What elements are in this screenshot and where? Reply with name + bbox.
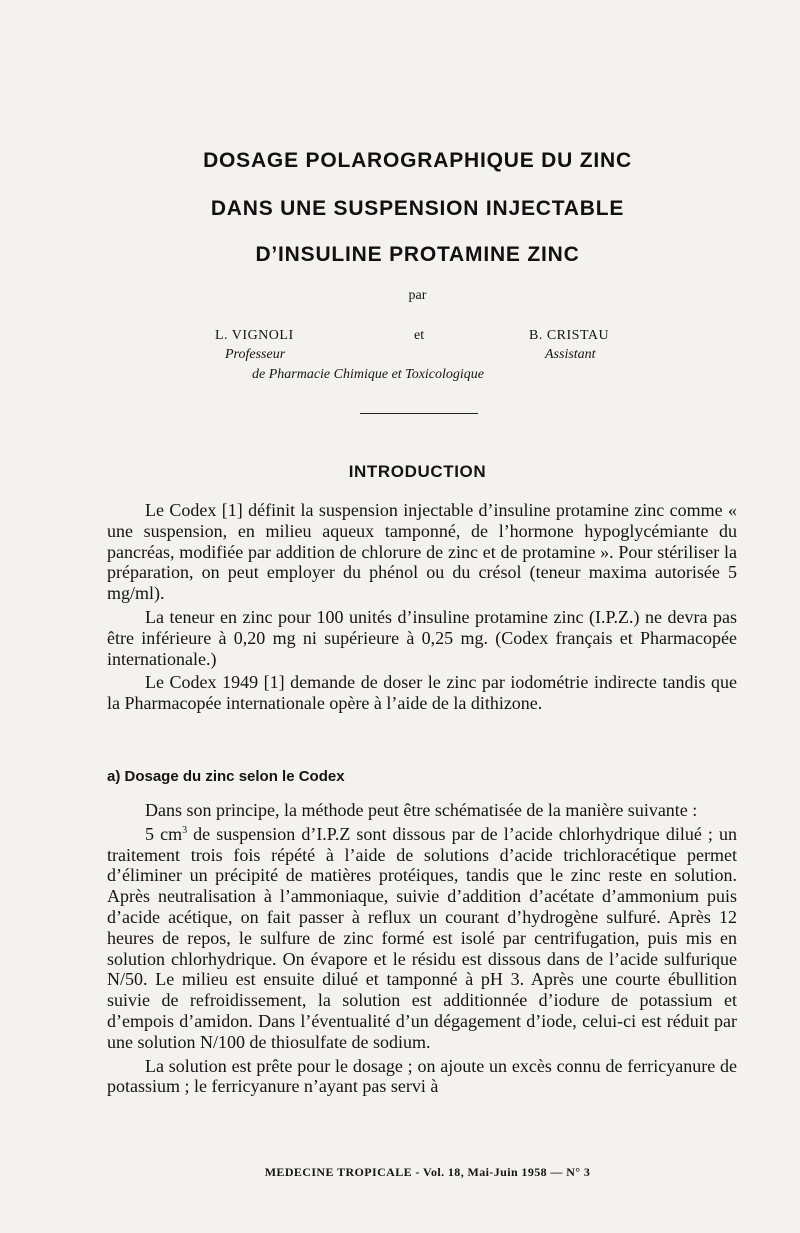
intro-paragraph-1: Le Codex [1] définit la suspension injectable d’insuline protamine zinc comme « une suspension, en milieu aqueux tamponné, de l’hormone hypoglycémiante du pancréas, modifiée par addition de chlorure de zinc et de protamine ». Pour stériliser la préparation, on peut employer du phénol ou du crésol (teneur maxima autorisée 5 mg/ml). [107,500,737,604]
p2-rest: de suspension d’I.P.Z sont dissous par de l’acide chlorhydrique dilué ; un traitement trois fois répété à l’aide de solutions d’acide trichloracétique permet d’éliminer un précipité de matières protéiques, tandis que le zinc reste en solution. Après neutralisation à l’ammoniaque, suivie d’addition d’acétate d’ammonium puis d’acide acétique, on fait passer à reflux un courant d’hydrogène sulfuré. Après 12 heures de repos, le sulfure de zinc formé est isolé par centrifugation, puis mis en solution chlorhydrique. On évapore et le résidu est dissous dans de l’acide sulfurique N/50. Le milieu est ensuite dilué et tamponné à pH 3. Après une courte ébullition suivie de refroidissement, la solution est additionnée d’iodure de potassium et d’empois d’amidon. Dans l’éventualité d’un dégagement d’iode, celui-ci est réduit par une solution N/100 de thiosulfate de sodium. [107,823,737,1052]
role-assistant: Assistant [545,347,596,362]
section-a-paragraph-2 [107,824,737,1053]
author-conjunction: et [414,328,425,343]
introduction-heading: INTRODUCTION [348,462,487,481]
author-vignoli: L. VIGNOLI [215,328,294,343]
journal-footer: MEDECINE TROPICALE - Vol. 18, Mai-Juin 1958 — N° 3 [264,1165,591,1179]
role-professeur: Professeur [225,347,286,362]
intro-paragraph-2: La teneur en zinc pour 100 unités d’insuline protamine zinc (I.P.Z.) ne devra pas être inférieure à 0,20 mg ni supérieure à 0,25 mg. (Codex français et Pharmacopée internationale.) [107,606,737,669]
cubic-superscript: 3 [182,824,188,836]
subsection-heading-a: a) Dosage du zinc selon le Codex [107,768,345,785]
intro-paragraph-3: Le Codex 1949 [1] demande de doser le zinc par iodométrie indirecte tandis que la Pharmacopée internationale opère à l’aide de la dithizone. [107,672,737,714]
byline-par: par [408,288,427,303]
section-a-body [107,800,737,1100]
introduction-body [107,500,737,717]
author-cristau: B. CRISTAU [529,328,610,343]
title-line-1: DOSAGE POLAROGRAPHIQUE DU ZINC [203,149,632,172]
title-line-2: DANS UNE SUSPENSION INJECTABLE [210,197,625,220]
section-a-paragraph-3: La solution est prête pour le dosage ; on ajoute un excès connu de ferricyanure de potassium ; le ferricyanure n’ayant pas servi à [107,1055,737,1097]
title-line-3: D’INSULINE PROTAMINE ZINC [255,243,580,266]
affiliation: de Pharmacie Chimique et Toxicologique [252,367,484,382]
title-divider [360,413,478,414]
section-a-paragraph-1: Dans son principe, la méthode peut être schématisée de la manière suivante : [145,800,698,820]
p2-start: 5 cm [145,823,183,844]
